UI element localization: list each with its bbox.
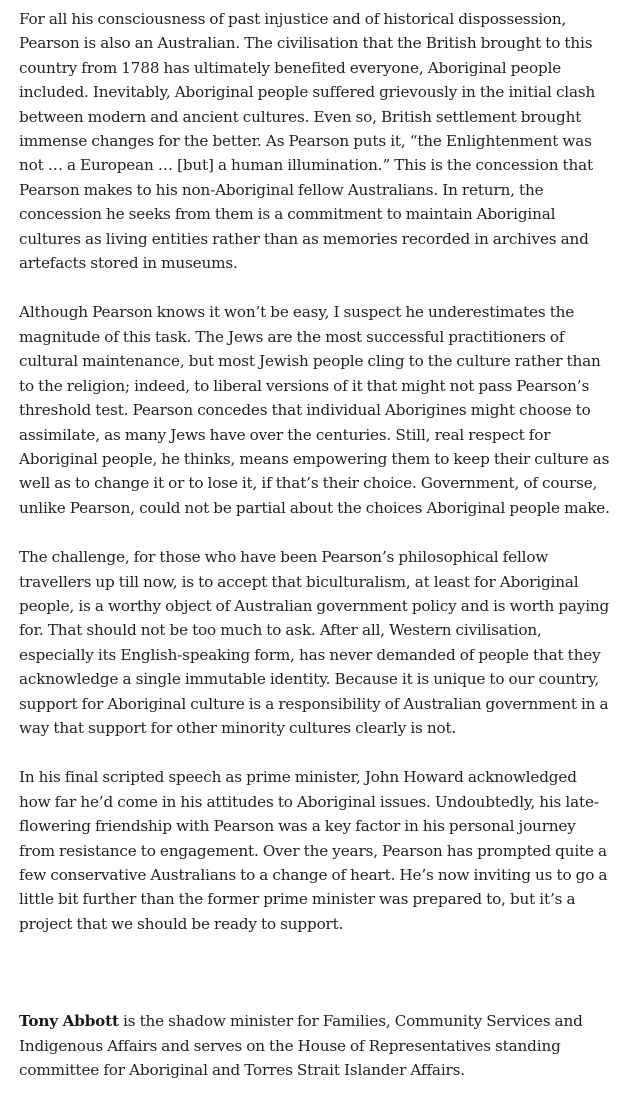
paragraph: In his final scripted speech as prime minister, John Howard acknowledged how far he’d come in his attitudes to Aboriginal issues. Undoubtedly, his late-flowering friendship with Pearson was a key factor in his personal journey from resistance to engagement. Over the years, Pearson has prompted quite a few conservative Australians to a change of heart. He’s now inviting us to go a little bit further than the former prime minister was prepared to, but it’s a project that we should be ready to support. <box>19 768 608 933</box>
author-name: Tony Abbott <box>19 1012 119 1031</box>
author-bio <box>19 1009 611 1082</box>
paragraph: Although Pearson knows it won’t be easy, I suspect he underestimates the magnitude of this task. The Jews are the most successful practitioners of cultural maintenance, but most Jewish people cling to the culture rather than to the religion; indeed, to liberal versions of it that might not pass Pearson’s threshold test. Pearson concedes that individual Aborigines might choose to assimilate, as many Jews have over the centuries. Still, real respect for Aboriginal people, he thinks, means empowering them to keep their culture as well as to change it or to lose it, if that’s their choice. Government, of course, unlike Pearson, could not be partial about the choices Aboriginal people make. <box>19 303 610 517</box>
paragraph: For all his consciousness of past injustice and of historical dispossession, Pearson is also an Australian. The civilisation that the British brought to this country from 1788 has ultimately benefited everyone, Aboriginal people included. Inevitably, Aboriginal people suffered grievously in the initial clash between modern and ancient cultures. Even so, British settlement brought immense changes for the better. As Pearson puts it, “the Enlightenment was not … a European … [but] a human illumination.” This is the concession that Pearson makes to his non-Aboriginal fellow Australians. In return, the concession he seeks from them is a commitment to maintain Aboriginal cultures as living entities rather than as memories recorded in archives and artefacts stored in museums. <box>19 10 596 273</box>
author-bio-text: is the shadow minister for Families, Community Services and Indigenous Affairs and serves on the House of Representatives standing committee for Aboriginal and Torres Strait Islander Affairs. <box>19 1012 583 1080</box>
article-body <box>19 7 611 1107</box>
paragraph: The challenge, for those who have been Pearson’s philosophical fellow travellers up till now, is to accept that biculturalism, at least for Aboriginal people, is a worthy object of Australian government policy and is worth paying for. That should not be too much to ask. After all, Western civilisation, especially its English-speaking form, has never demanded of people that they acknowledge a single immutable identity. Because it is unique to our country, support for Aboriginal culture is a responsibility of Australian government in a way that support for other minority cultures clearly is not. <box>19 548 610 737</box>
